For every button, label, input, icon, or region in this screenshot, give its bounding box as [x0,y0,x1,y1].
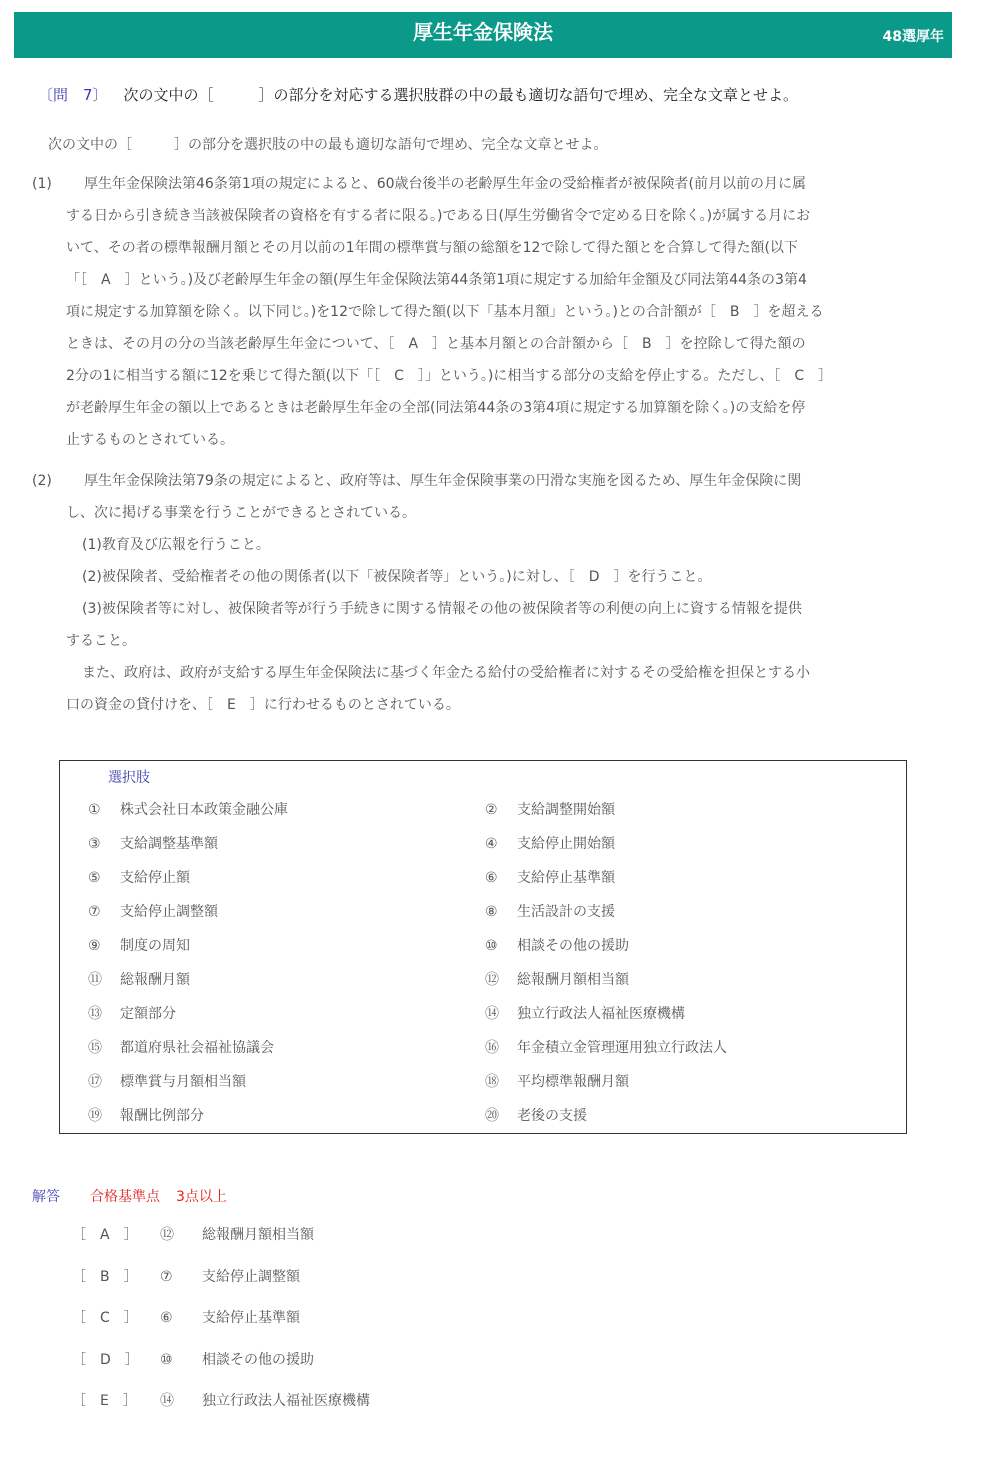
answer-row [72,1307,300,1327]
choice-number: ⑧ [485,904,498,920]
choice-number: ② [485,802,498,818]
choice-text: 生活設計の支援 [517,904,615,920]
answer-label: 解答 [32,1189,60,1205]
choice-item [485,963,629,997]
choice-item [485,861,615,895]
header-bar [14,12,952,58]
choice-number: ⑥ [485,870,498,886]
answer-choice-number: ⑥ [160,1310,173,1326]
choice-item [485,1065,629,1099]
choice-number: ⑭ [485,1006,499,1022]
choice-text: 老後の支援 [517,1108,587,1124]
choice-number: ⑳ [485,1108,499,1124]
choice-text: 都道府県社会福祉協議会 [120,1040,274,1056]
paragraph-line: 止するものとされている。 [66,432,234,448]
choice-number: ⑯ [485,1040,499,1056]
question-line [38,84,798,105]
choice-item [485,793,615,827]
choice-item [88,861,190,895]
paragraph-number: (1) [32,176,52,192]
paragraph-line: 厚生年金保険法第79条の規定によると、政府等は、厚生年金保険事業の円滑な実施を図るため、厚生年金保険に関 [84,473,802,489]
paragraph-line: が老齢厚生年金の額以上であるときは老齢厚生年金の全部(同法第44条の3第4項に規定する加算額を除く。)の支給を停 [66,400,806,416]
choice-text: 総報酬月額相当額 [517,972,629,988]
choice-number: ⑰ [88,1074,102,1090]
choice-text: 支給停止開始額 [517,836,615,852]
answer-row [72,1349,314,1369]
choice-item [88,895,218,929]
question-instruction: 次の文中の［ ］の部分を対応する選択肢群の中の最も適切な語句で埋め、完全な文章とせよ。 [123,86,798,104]
paragraph-line: (2)被保険者、受給権者その他の関係者(以下「被保険者等」という。)に対し、［ D ］を行うこと。 [82,569,712,585]
choice-text: 総報酬月額 [120,972,190,988]
choice-number: ⑦ [88,904,101,920]
paragraph-line: 項に規定する加算額を除く。以下同じ。)を12で除して得た額(以下「基本月額」という。)との合計額が［ B ］を超える [66,304,824,320]
choice-item [485,929,629,963]
choice-text: 支給停止額 [120,870,190,886]
choice-number: ⑤ [88,870,101,886]
paragraph-line: 「［ A ］という。)及び老齢厚生年金の額(厚生年金保険法第44条第1項に規定する加給年金額及び同法第44条の3第4 [66,272,807,288]
choice-text: 相談その他の援助 [517,938,629,954]
question-code: 48選厚年 [882,29,944,45]
paragraph-line: し、次に掲げる事業を行うことができるとされている。 [66,505,416,521]
paragraph-line: また、政府は、政府が支給する厚生年金保険法に基づく年金たる給付の受給権者に対するその受給権を担保とする小 [82,665,810,681]
paragraph-line: (3)被保険者等に対し、被保険者等が行う手続きに関する情報その他の被保険者等の利便の向上に資する情報を提供 [82,601,802,617]
answer-row [72,1224,314,1244]
answer-heading [32,1186,227,1206]
choice-item [88,827,218,861]
paragraph-line: すること。 [66,633,136,649]
choice-item [485,997,685,1031]
choice-number: ⑨ [88,938,101,954]
choice-text: 株式会社日本政策金融公庫 [120,802,288,818]
sub-instruction: 次の文中の［ ］の部分を選択肢の中の最も適切な語句で埋め、完全な文章とせよ。 [48,137,608,153]
paragraph-line: ときは、その月の分の当該老齢厚生年金について、［ A ］と基本月額との合計額から［ B ］を控除して得た額の [66,336,806,352]
choice-text: 標準賞与月額相当額 [120,1074,246,1090]
choice-item [88,997,176,1031]
choice-item [485,1099,587,1133]
choice-text: 制度の周知 [120,938,190,954]
choice-number: ① [88,802,101,818]
choices-title: 選択肢 [108,770,150,786]
choice-number: ⑪ [88,972,102,988]
answer-text: 支給停止調整額 [202,1268,300,1285]
choice-text: 定額部分 [120,1006,176,1022]
choice-item [485,1031,727,1065]
answer-blank: ［ A ］ [72,1227,138,1243]
answer-blank: ［ C ］ [72,1310,138,1326]
choice-number: ⑩ [485,938,498,954]
choices-box [59,760,907,1134]
choice-text: 支給調整開始額 [517,802,615,818]
paragraph-line: 2分の1に相当する額に12を乗じて得た額(以下「［ C ］」という。)に相当する部分の支給を停止する。ただし、［ C ］ [66,368,833,384]
choice-item [88,1099,204,1133]
paragraph-line: (1)教育及び広報を行うこと。 [82,537,270,553]
choice-item [88,793,288,827]
choice-number: ④ [485,836,498,852]
answer-row [72,1390,370,1410]
answer-text: 総報酬月額相当額 [202,1227,314,1243]
choice-item [88,929,190,963]
choice-item [88,1031,274,1065]
paragraph-line: する日から引き続き当該被保険者の資格を有する者に限る。)である日(厚生労働省令で定める日を除く。)が属する月にお [66,208,811,224]
paragraph-line: いて、その者の標準報酬月額とその月以前の1年間の標準賞与額の総額を12で除して得た額とを合算して得た額(以下 [66,240,798,256]
paragraph-line: 厚生年金保険法第46条第1項の規定によると、60歳台後半の老齢厚生年金の受給権者が被保険者(前月以前の月に属 [84,176,806,192]
choice-text: 平均標準報酬月額 [517,1074,629,1090]
paragraph-number: (2) [32,473,52,489]
choice-number: ⑫ [485,972,499,988]
choice-item [88,963,190,997]
pass-criteria-label: 合格基準点 [90,1189,160,1205]
answer-blank: ［ D ］ [72,1351,139,1368]
answer-text: 相談その他の援助 [202,1351,314,1368]
answer-blank: ［ E ］ [72,1393,137,1409]
paragraph-2 [32,465,932,721]
answer-choice-number: ⑭ [160,1393,174,1409]
choice-number: ⑬ [88,1006,102,1022]
answer-choice-number: ⑦ [160,1268,173,1285]
choice-number: ⑲ [88,1108,102,1124]
choice-item [485,895,615,929]
page-title: 厚生年金保険法 [413,20,553,44]
answer-choice-number: ⑩ [160,1351,173,1368]
choice-text: 報酬比例部分 [120,1108,204,1124]
choice-text: 支給停止調整額 [120,904,218,920]
choice-text: 支給停止基準額 [517,870,615,886]
paragraph-line: 口の資金の貸付けを、［ E ］に行わせるものとされている。 [66,697,460,713]
choice-text: 支給調整基準額 [120,836,218,852]
choice-number: ⑱ [485,1074,499,1090]
choice-number: ③ [88,836,101,852]
choice-item [88,1065,246,1099]
choice-number: ⑮ [88,1040,102,1056]
choice-item [485,827,615,861]
answer-text: 独立行政法人福祉医療機構 [202,1393,370,1409]
choice-text: 年金積立金管理運用独立行政法人 [517,1040,727,1056]
question-number: 〔問 7〕 [38,86,108,104]
paragraph-1 [32,168,932,456]
answer-row [72,1266,300,1286]
answer-choice-number: ⑫ [160,1227,174,1243]
choice-text: 独立行政法人福祉医療機構 [517,1006,685,1022]
answer-text: 支給停止基準額 [202,1310,300,1326]
pass-score: 3点以上 [176,1189,227,1205]
answer-blank: ［ B ］ [72,1268,138,1285]
